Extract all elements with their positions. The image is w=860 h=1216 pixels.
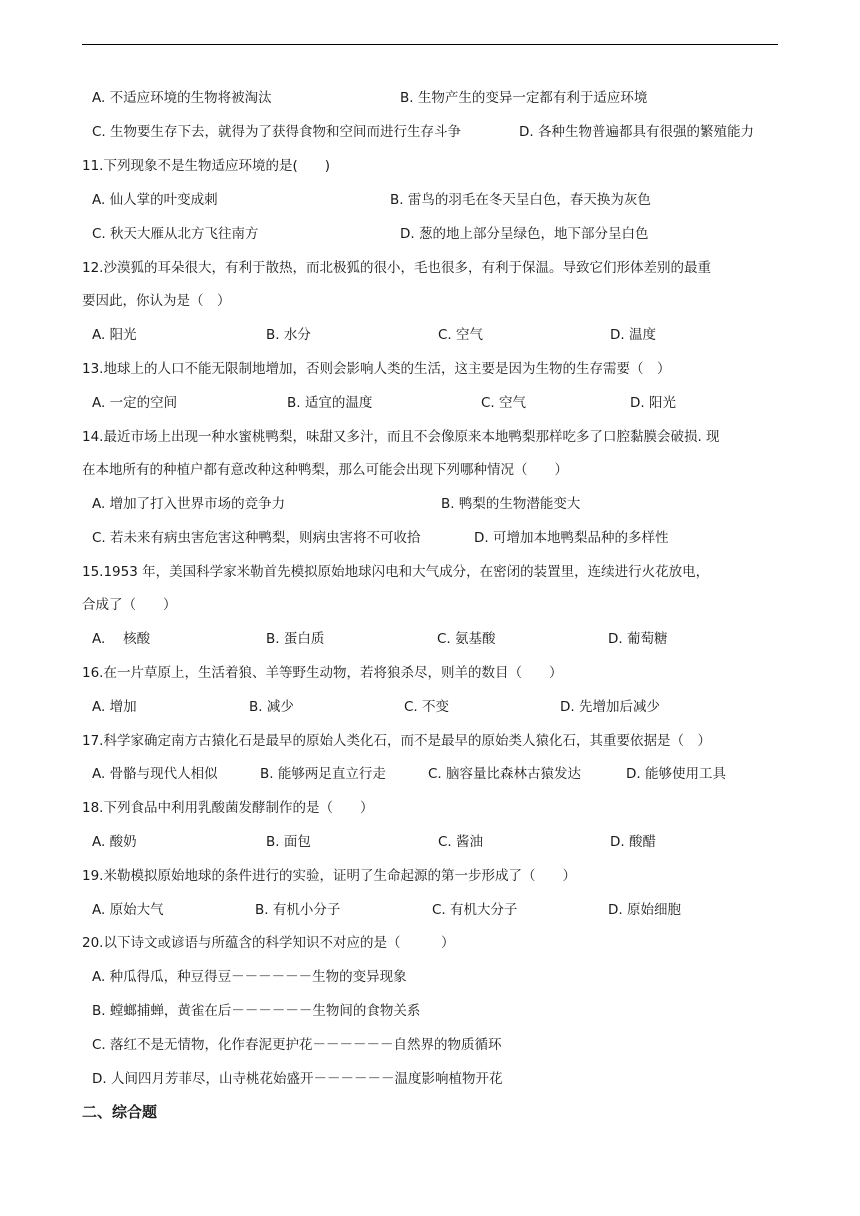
q18-option-c: C. 酱油	[438, 834, 484, 850]
q14-option-b: B. 鸭梨的生物潜能变大	[441, 496, 581, 512]
q12-option-c: C. 空气	[438, 327, 484, 343]
q15-option-a: A. 核酸	[92, 631, 151, 647]
q19-option-a: A. 原始大气	[92, 902, 164, 918]
q20-option-c: C. 落红不是无情物，化作春泥更护花－－－－－－自然界的物质循环	[92, 1037, 502, 1053]
q16-option-b: B. 减少	[249, 699, 294, 715]
q14-option-d: D. 可增加本地鸭梨品种的多样性	[474, 530, 669, 546]
q10-option-c: C. 生物要生存下去，就得为了获得食物和空间而进行生存斗争	[92, 124, 462, 140]
q13-option-d: D. 阳光	[630, 395, 676, 411]
header-rule	[82, 44, 778, 45]
q11-option-b: B. 雷鸟的羽毛在冬天呈白色，春天换为灰色	[390, 192, 651, 208]
q20-stem: 20.以下诗文或谚语与所蕴含的科学知识不对应的是（ ）	[82, 935, 455, 951]
q19-stem: 19.米勒模拟原始地球的条件进行的实验，证明了生命起源的第一步形成了（ ）	[82, 868, 576, 884]
q12-option-b: B. 水分	[266, 327, 311, 343]
q17-option-b: B. 能够两足直立行走	[260, 766, 386, 782]
q14-stem-line2: 在本地所有的种植户都有意改种这种鸭梨，那么可能会出现下列哪种情况（ ）	[82, 462, 568, 478]
q19-option-d: D. 原始细胞	[608, 902, 681, 918]
q16-option-d: D. 先增加后减少	[560, 699, 660, 715]
q17-option-d: D. 能够使用工具	[626, 766, 726, 782]
q11-option-d: D. 葱的地上部分呈绿色，地下部分呈白色	[400, 226, 649, 242]
q18-option-a: A. 酸奶	[92, 834, 137, 850]
q15-option-d: D. 葡萄糖	[608, 631, 668, 647]
q13-option-a: A. 一定的空间	[92, 395, 178, 411]
q17-option-a: A. 骨骼与现代人相似	[92, 766, 218, 782]
q18-stem: 18.下列食品中利用乳酸菌发酵制作的是（ ）	[82, 800, 374, 816]
q20-option-d: D. 人间四月芳菲尽，山寺桃花始盛开－－－－－－温度影响植物开花	[92, 1071, 503, 1087]
q14-stem-line1: 14.最近市场上出现一种水蜜桃鸭梨，味甜又多汁，而且不会像原来本地鸭梨那样吃多了口腔黏膜会破损. 现	[82, 429, 720, 445]
q14-option-a: A. 增加了打入世界市场的竞争力	[92, 496, 286, 512]
q15-stem-line2: 合成了（ ）	[82, 597, 177, 613]
q18-option-b: B. 面包	[266, 834, 311, 850]
q11-option-c: C. 秋天大雁从北方飞往南方	[92, 226, 259, 242]
q20-option-b: B. 螳螂捕蝉，黄雀在后－－－－－－生物间的食物关系	[92, 1003, 421, 1019]
q18-option-d: D. 酸醋	[610, 834, 656, 850]
q19-option-b: B. 有机小分子	[255, 902, 341, 918]
q13-stem: 13.地球上的人口不能无限制地增加，否则会影响人类的生活，这主要是因为生物的生存需要（ ）	[82, 361, 671, 377]
q12-stem-line2: 要因此，你认为是（ ）	[82, 293, 231, 309]
q19-option-c: C. 有机大分子	[432, 902, 518, 918]
q11-stem: 11.下列现象不是生物适应环境的是( )	[82, 158, 331, 174]
q10-option-d: D. 各种生物普遍都具有很强的繁殖能力	[519, 124, 754, 140]
q10-option-a: A. 不适应环境的生物将被淘汰	[92, 90, 272, 106]
q15-option-c: C. 氨基酸	[437, 631, 496, 647]
q10-option-b: B. 生物产生的变异一定都有利于适应环境	[400, 90, 648, 106]
q12-option-d: D. 温度	[610, 327, 656, 343]
q20-option-a: A. 种瓜得瓜，种豆得豆－－－－－－生物的变异现象	[92, 969, 407, 985]
q16-stem: 16.在一片草原上，生活着狼、羊等野生动物，若将狼杀尽，则羊的数目（ ）	[82, 665, 563, 681]
q11-option-a: A. 仙人掌的叶变成刺	[92, 192, 218, 208]
section-heading: 二、综合题	[82, 1103, 158, 1121]
q15-option-b: B. 蛋白质	[266, 631, 325, 647]
q14-option-c: C. 若未来有病虫害危害这种鸭梨，则病虫害将不可收拾	[92, 530, 421, 546]
q15-stem-line1: 15.1953 年，美国科学家米勒首先模拟原始地球闪电和大气成分，在密闭的装置里，连续进行火花放电，	[82, 564, 710, 580]
q17-stem: 17.科学家确定南方古猿化石是最早的原始人类化石，而不是最早的原始类人猿化石，其重要依据是（ ）	[82, 733, 711, 749]
q13-option-b: B. 适宜的温度	[287, 395, 373, 411]
q13-option-c: C. 空气	[481, 395, 527, 411]
q12-stem-line1: 12.沙漠狐的耳朵很大，有利于散热，而北极狐的很小，毛也很多，有利于保温。导致它们形体差别的最重	[82, 260, 711, 276]
q16-option-a: A. 增加	[92, 699, 137, 715]
q16-option-c: C. 不变	[404, 699, 450, 715]
q17-option-c: C. 脑容量比森林古猿发达	[428, 766, 582, 782]
q12-option-a: A. 阳光	[92, 327, 137, 343]
